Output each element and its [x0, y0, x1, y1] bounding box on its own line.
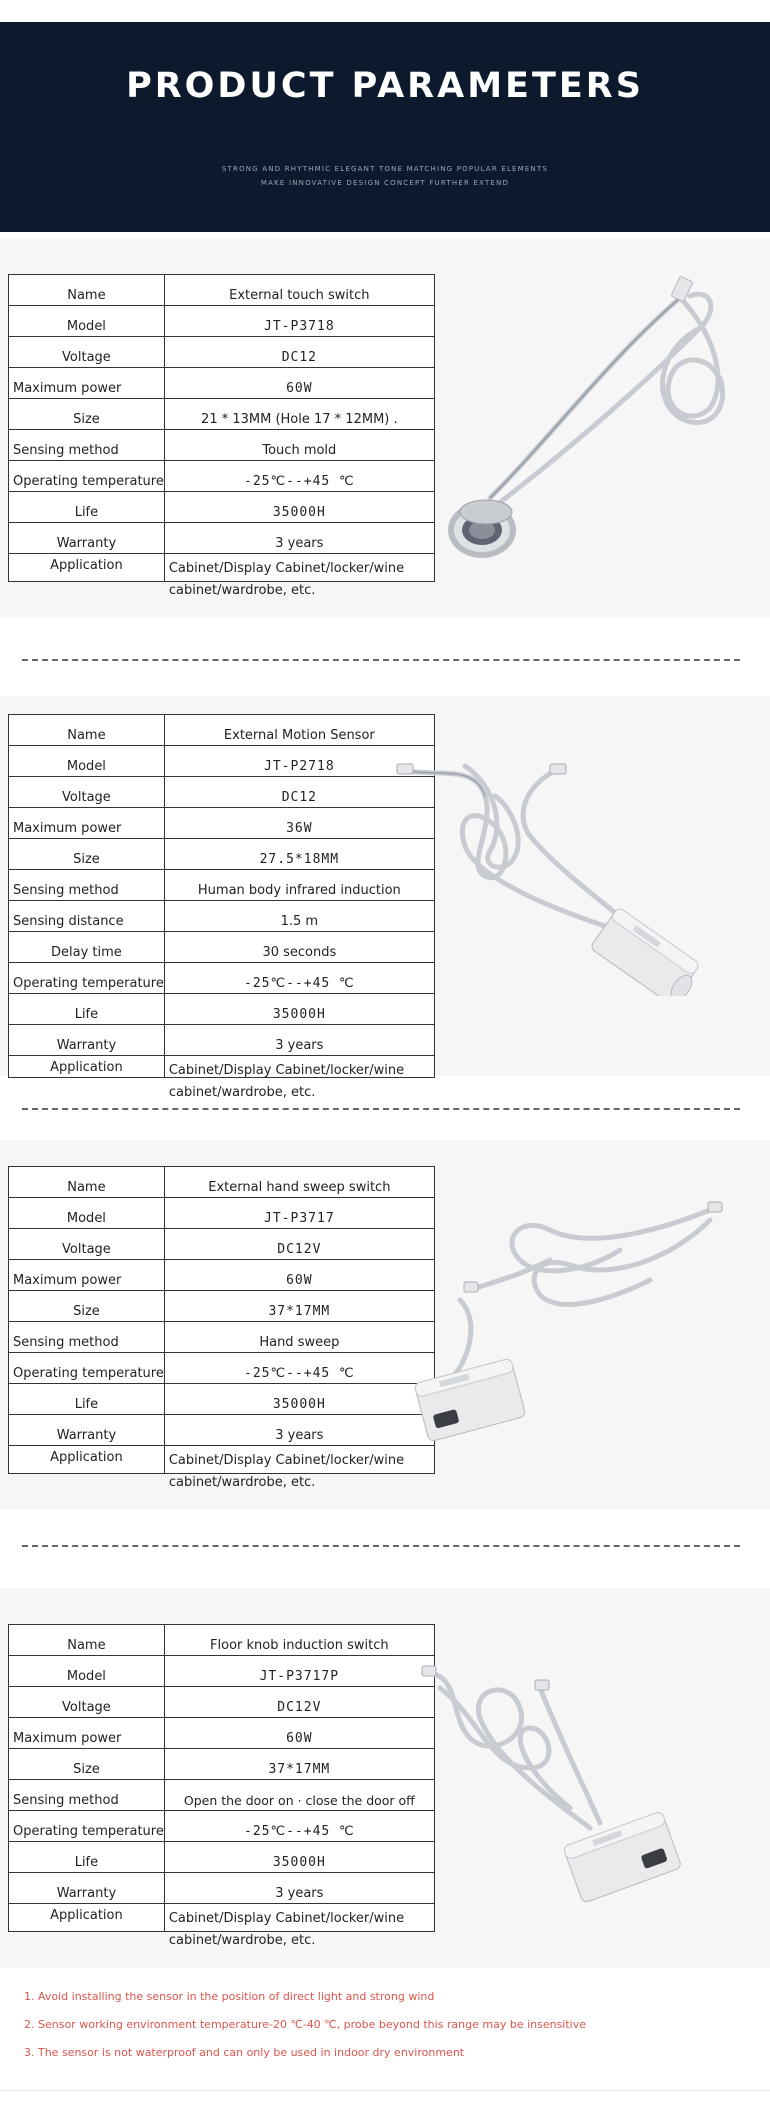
- table-row: [9, 1415, 435, 1446]
- spec-key: Voltage: [9, 1229, 165, 1260]
- spec-value: External Motion Sensor: [164, 715, 434, 746]
- spec-key: Life: [9, 1384, 165, 1415]
- spec-key: Application: [9, 554, 165, 582]
- spec-key: Size: [9, 839, 165, 870]
- spec-value: -25℃--+45 ℃: [164, 963, 434, 994]
- spec-value: 3 years: [164, 523, 434, 554]
- top-margin: [0, 0, 770, 22]
- table-row: [9, 963, 435, 994]
- product-section-touch-switch: [0, 238, 770, 618]
- spec-value: 36W: [164, 808, 434, 839]
- table-row: [9, 1229, 435, 1260]
- spec-value: Touch mold: [164, 430, 434, 461]
- table-row: [9, 1025, 435, 1056]
- spec-value: -25℃--+45 ℃: [164, 1353, 434, 1384]
- spec-value: 27.5*18MM: [164, 839, 434, 870]
- table-row: [9, 746, 435, 777]
- spec-key: Operating temperature: [9, 461, 165, 492]
- section-divider: [22, 1108, 740, 1110]
- spec-key: Voltage: [9, 777, 165, 808]
- spec-key: Warranty: [9, 1415, 165, 1446]
- spec-key: Name: [9, 715, 165, 746]
- spec-key: Life: [9, 994, 165, 1025]
- spec-value-cell: [164, 1056, 434, 1100]
- touch-switch-photo: [420, 268, 740, 568]
- spec-value-cell: [164, 1446, 434, 1490]
- page-title: PRODUCT PARAMETERS: [126, 66, 644, 106]
- table-row: [9, 337, 435, 368]
- table-row: [9, 1904, 435, 1932]
- spec-value: Cabinet/Display Cabinet/locker/wine cabinet/wardrobe, etc.: [168, 1453, 405, 1490]
- door-switch-photo: [420, 1658, 720, 1908]
- spec-key: Voltage: [9, 1687, 165, 1718]
- table-row: [9, 430, 435, 461]
- table-row: [9, 932, 435, 963]
- table-row: [9, 523, 435, 554]
- spec-table: [8, 1166, 435, 1490]
- spec-key: Model: [9, 746, 165, 777]
- spec-value: Human body infrared induction: [164, 870, 434, 901]
- spec-value: 35000H: [164, 1384, 434, 1415]
- hand-sweep-switch-photo: [410, 1190, 730, 1450]
- table-row: [9, 994, 435, 1025]
- spec-value: Hand sweep: [164, 1322, 434, 1353]
- spec-key: Sensing method: [9, 870, 165, 901]
- spec-key: Sensing method: [9, 1780, 165, 1811]
- table-row: [9, 1749, 435, 1780]
- table-row: [9, 1780, 435, 1811]
- table-row: [9, 399, 435, 430]
- table-row: [9, 1625, 435, 1656]
- section-divider: [22, 1545, 740, 1547]
- table-row: [9, 1260, 435, 1291]
- spec-key: Model: [9, 1198, 165, 1229]
- spec-value: 37*17MM: [164, 1749, 434, 1780]
- spec-value: 35000H: [164, 492, 434, 523]
- spec-value: 35000H: [164, 1842, 434, 1873]
- table-row: [9, 275, 435, 306]
- spec-key: Warranty: [9, 1873, 165, 1904]
- spec-key: Maximum power: [9, 808, 165, 839]
- spec-value: -25℃--+45 ℃: [164, 461, 434, 492]
- spec-key: Warranty: [9, 523, 165, 554]
- table-row: [9, 1842, 435, 1873]
- product-section-motion-sensor: [0, 696, 770, 1100]
- header-banner: [0, 22, 770, 232]
- spec-value: JT-P2718: [164, 746, 434, 777]
- spec-key: Warranty: [9, 1025, 165, 1056]
- table-row: [9, 901, 435, 932]
- spec-value-cell: [164, 554, 434, 598]
- spec-key: Life: [9, 1842, 165, 1873]
- table-row: [9, 1687, 435, 1718]
- table-row: [9, 1167, 435, 1198]
- spec-value: External touch switch: [164, 275, 434, 306]
- spec-value: 60W: [164, 1260, 434, 1291]
- spec-key: Sensing method: [9, 1322, 165, 1353]
- spec-key: Size: [9, 399, 165, 430]
- table-row: [9, 1322, 435, 1353]
- spec-key: Maximum power: [9, 1260, 165, 1291]
- bottom-margin: [0, 2090, 770, 2106]
- spec-key: Name: [9, 275, 165, 306]
- spec-key: Operating temperature: [9, 1353, 165, 1384]
- spec-key: Model: [9, 306, 165, 337]
- spec-key: Name: [9, 1625, 165, 1656]
- spec-value: Cabinet/Display Cabinet/locker/wine cabinet/wardrobe, etc.: [168, 1911, 405, 1948]
- table-row: [9, 1873, 435, 1904]
- spec-key: Delay time: [9, 932, 165, 963]
- spec-table: [8, 274, 435, 598]
- table-row: [9, 1811, 435, 1842]
- spec-value: 3 years: [164, 1025, 434, 1056]
- spec-value: 60W: [164, 1718, 434, 1749]
- spec-key: Maximum power: [9, 1718, 165, 1749]
- note-item: 3. The sensor is not waterproof and can only be used in indoor dry environment: [24, 2046, 465, 2059]
- table-row: [9, 870, 435, 901]
- spec-value: 21 * 13MM (Hole 17 * 12MM) .: [164, 399, 434, 430]
- table-row: [9, 1198, 435, 1229]
- spec-key: Model: [9, 1656, 165, 1687]
- spec-value: DC12V: [164, 1687, 434, 1718]
- spec-value: Cabinet/Display Cabinet/locker/wine cabinet/wardrobe, etc.: [168, 561, 405, 598]
- spec-value: Floor knob induction switch: [164, 1625, 434, 1656]
- section-divider: [22, 659, 740, 661]
- spec-value: DC12V: [164, 1229, 434, 1260]
- table-row: [9, 1656, 435, 1687]
- spec-value: 37*17MM: [164, 1291, 434, 1322]
- spec-value: Cabinet/Display Cabinet/locker/wine cabinet/wardrobe, etc.: [168, 1063, 405, 1100]
- table-row: [9, 1718, 435, 1749]
- spec-table: [8, 1624, 435, 1948]
- note-item: 1. Avoid installing the sensor in the position of direct light and strong wind: [24, 1990, 435, 2003]
- spec-key: Operating temperature: [9, 963, 165, 994]
- spec-key: Voltage: [9, 337, 165, 368]
- table-row: [9, 1384, 435, 1415]
- spec-key: Life: [9, 492, 165, 523]
- table-row: [9, 306, 435, 337]
- table-row: [9, 492, 435, 523]
- table-row: [9, 1291, 435, 1322]
- spec-value: 35000H: [164, 994, 434, 1025]
- spec-value: 60W: [164, 368, 434, 399]
- table-row: [9, 715, 435, 746]
- spec-table: [8, 714, 435, 1100]
- notes-list: [24, 1990, 586, 2074]
- note-item: 2. Sensor working environment temperature-20 ℃-40 ℃, probe beyond this range may be insensitive: [24, 2018, 587, 2031]
- spec-value: -25℃--+45 ℃: [164, 1811, 434, 1842]
- spec-key: Application: [9, 1904, 165, 1932]
- table-row: [9, 839, 435, 870]
- spec-key: Name: [9, 1167, 165, 1198]
- spec-key: Sensing distance: [9, 901, 165, 932]
- spec-key: Operating temperature: [9, 1811, 165, 1842]
- spec-key: Sensing method: [9, 430, 165, 461]
- spec-key: Application: [9, 1056, 165, 1078]
- table-row: [9, 461, 435, 492]
- spec-value: JT-P3718: [164, 306, 434, 337]
- spec-key: Size: [9, 1749, 165, 1780]
- spec-value: 3 years: [164, 1415, 434, 1446]
- banner-subtitle: STRONG AND RHYTHMIC ELEGANT TONE MATCHING POPULAR ELEMENTS: [221, 165, 549, 173]
- table-row: [9, 808, 435, 839]
- spec-value: 1.5 m: [164, 901, 434, 932]
- product-section-hand-sweep: [0, 1140, 770, 1510]
- table-row: [9, 554, 435, 582]
- table-row: [9, 777, 435, 808]
- spec-key: Maximum power: [9, 368, 165, 399]
- spec-value: Open the door on · close the door off: [164, 1780, 434, 1811]
- table-row: [9, 1446, 435, 1474]
- spec-value: DC12: [164, 777, 434, 808]
- spec-key: Size: [9, 1291, 165, 1322]
- table-row: [9, 1353, 435, 1384]
- table-row: [9, 1056, 435, 1078]
- motion-sensor-photo: [395, 756, 735, 996]
- spec-value: JT-P3717: [164, 1198, 434, 1229]
- spec-value: DC12: [164, 337, 434, 368]
- banner-subtitle: MAKE INNOVATIVE DESIGN CONCEPT FURTHER EXTEND: [260, 179, 510, 187]
- spec-value-cell: [164, 1904, 434, 1948]
- spec-value: External hand sweep switch: [164, 1167, 434, 1198]
- spec-value: JT-P3717P: [164, 1656, 434, 1687]
- spec-value: 3 years: [164, 1873, 434, 1904]
- table-row: [9, 368, 435, 399]
- spec-value: 30 seconds: [164, 932, 434, 963]
- product-section-door-switch: [0, 1588, 770, 1968]
- spec-key: Application: [9, 1446, 165, 1474]
